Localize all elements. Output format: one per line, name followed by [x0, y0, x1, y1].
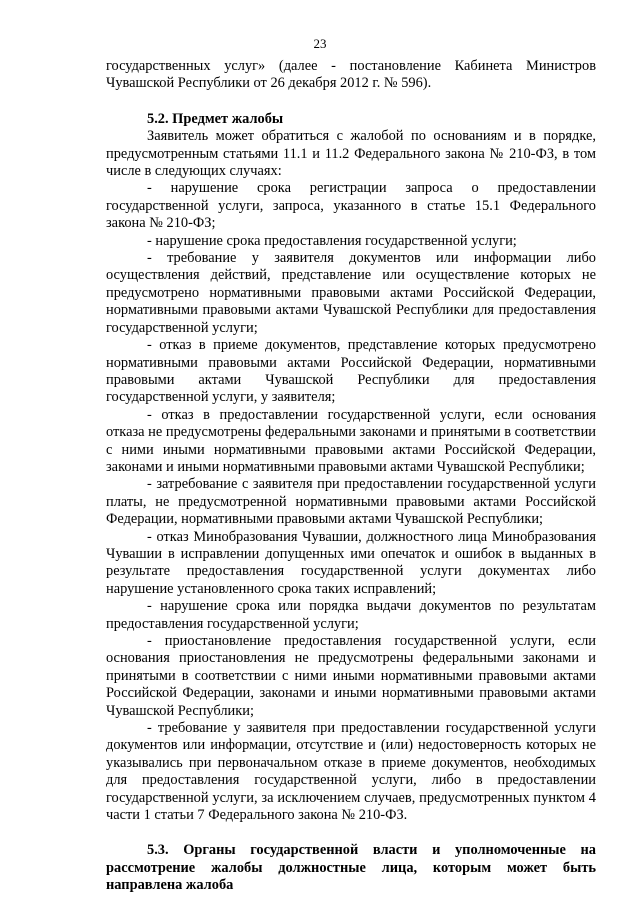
complaint-case-item: - требование у заявителя документов или информации либо осуществления действий, представление или осуществление которых не предусмотрено нормативными правовыми актами Российской Федерации, нормативными правовыми актами Чувашской Республики для предоставления государственной услуги;: [106, 250, 596, 336]
intro-paragraph: государственных услуг» (далее - постановление Кабинета Министров Чувашской Республики от 26 декабря 2012 г. № 596).: [106, 58, 596, 92]
complaint-case-item: - нарушение срока регистрации запроса о предоставлении государственной услуги, запроса, указанного в статье 15.1 Федерального закона № 210-ФЗ;: [106, 180, 596, 232]
complaint-case-item: - приостановление предоставления государственной услуги, если основания приостановления не предусмотрены федеральными законами и принятыми в соответствии с ними иными нормативными правовыми актами Российской Федерации, законами и иными нормативными правовыми актами Чувашской Республики;: [106, 633, 596, 719]
page-number: 23: [313, 36, 327, 51]
complaint-case-item: - нарушение срока предоставления государственной услуги;: [147, 232, 517, 249]
document-body: [106, 58, 596, 895]
section-5-2-lead: Заявитель может обратиться с жалобой по основаниям и в порядке, предусмотренным статьями 11.1 и 11.2 Федерального закона № 210-ФЗ, в том числе в следующих случаях:: [106, 128, 596, 180]
complaint-case-item: - нарушение срока или порядка выдачи документов по результатам предоставления государственной услуги;: [106, 598, 596, 632]
complaint-case-item: - требование у заявителя при предоставлении государственной услуги документов или информации, отсутствие и (или) недостоверность которых не указывались при первоначальном отказе в приеме документов, необходимых для предоставления государственной услуги, либо в предоставлении государственной услуги, за исключением случаев, предусмотренных пунктом 4 части 1 статьи 7 Федерального закона № 210-ФЗ.: [106, 720, 596, 824]
complaint-case-item: - затребование с заявителя при предоставлении государственной услуги платы, не предусмотренной нормативными правовыми актами Российской Федерации, нормативными правовыми актами Чувашской Республики;: [106, 476, 596, 528]
section-5-2-heading: 5.2. Предмет жалобы: [147, 110, 284, 127]
spacer: [106, 824, 596, 842]
section-5-3-heading: 5.3. Органы государственной власти и уполномоченные на рассмотрение жалобы должностные лица, которым может быть направлена жалоба: [106, 842, 596, 894]
spacer: [106, 93, 596, 111]
complaint-case-item: - отказ Минобразования Чувашии, должностного лица Минобразования Чувашии в исправлении допущенных ими опечаток и ошибок в выданных в результате предоставления государственной услуги документах либо нарушение установленного срока таких исправлений;: [106, 528, 596, 597]
complaint-case-item: - отказ в приеме документов, представление которых предусмотрено нормативными правовыми актами Российской Федерации, нормативными правовыми актами Чувашской Республики для предоставления государственной услуги, у заявителя;: [106, 337, 596, 406]
complaint-case-item: - отказ в предоставлении государственной услуги, если основания отказа не предусмотрены федеральными законами и принятыми в соответствии с ними иными нормативными правовыми актами Российской Федерации, законами и иными нормативными правовыми актами Чувашской Республики;: [106, 406, 596, 475]
